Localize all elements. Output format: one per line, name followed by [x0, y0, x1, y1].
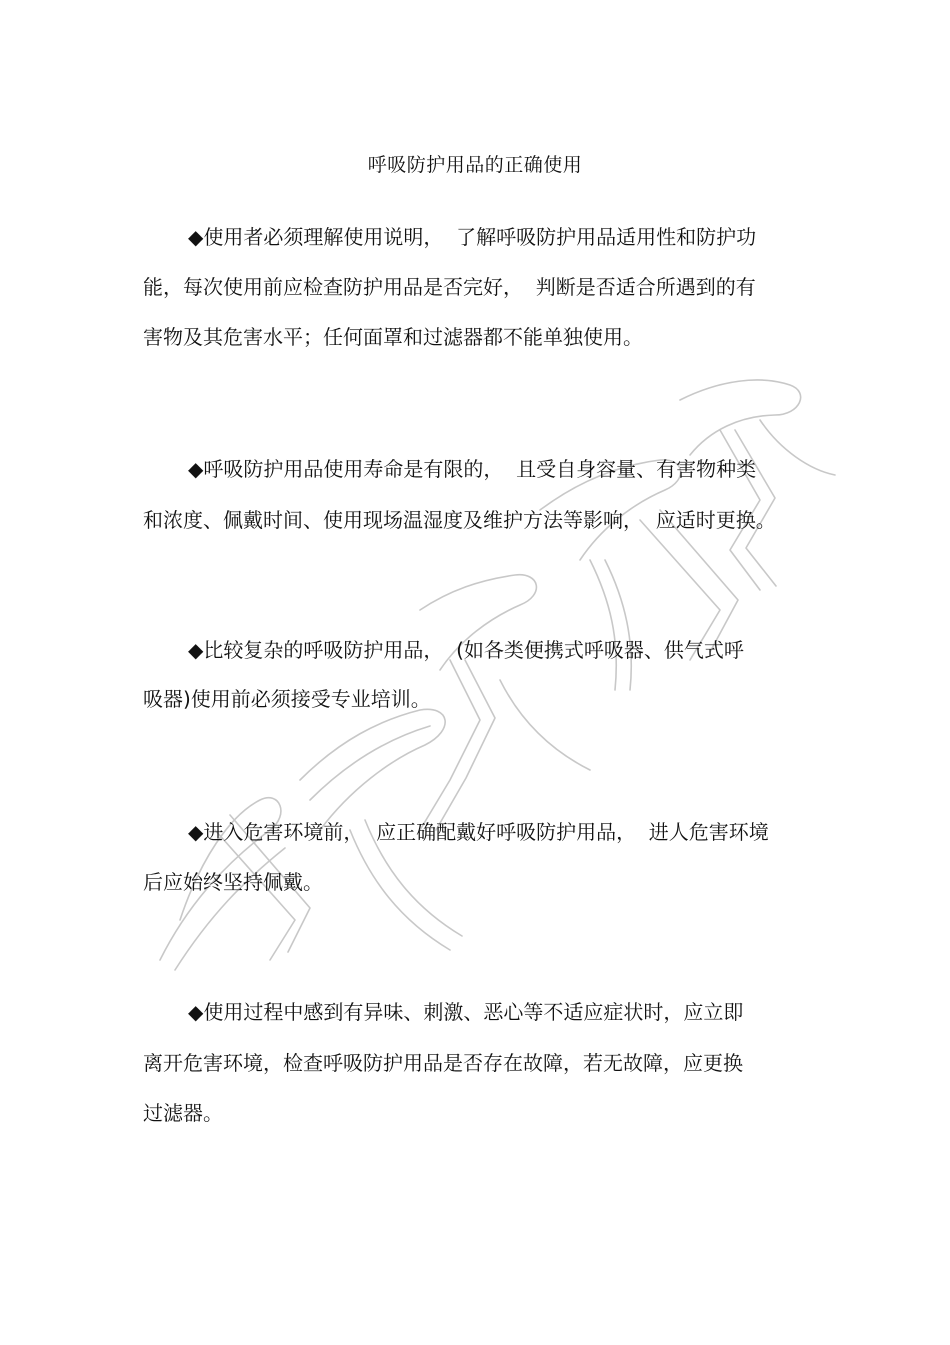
paragraph-line: 害物及其危害水平；任何面罩和过滤器都不能单独使用。: [143, 325, 643, 349]
document-title: 呼吸防护用品的正确使用: [367, 154, 583, 176]
paragraph-line: 能，每次使用前应检查防护用品是否完好， 判断是否适合所遇到的有: [143, 275, 756, 299]
paragraph-line: 和浓度、佩戴时间、使用现场温湿度及维护方法等影响， 应适时更换。: [143, 508, 776, 532]
paragraph-line: ◆呼吸防护用品使用寿命是有限的， 且受自身容量、有害物种类: [188, 457, 757, 481]
paragraph-line: ◆使用者必须理解使用说明， 了解呼吸防护用品适用性和防护功: [188, 225, 757, 249]
paragraph-line: ◆进入危害环境前， 应正确配戴好呼吸防护用品， 进人危害环境: [188, 820, 769, 844]
paragraph-line: 吸器)使用前必须接受专业培训。: [143, 687, 431, 711]
paragraph-line: ◆比较复杂的呼吸防护用品， (如各类便携式呼吸器、供气式呼: [188, 638, 744, 662]
paragraph-line: ◆使用过程中感到有异味、刺激、恶心等不适应症状时，应立即: [188, 1000, 744, 1024]
paragraph-line: 过滤器。: [143, 1101, 223, 1125]
paragraph-line: 后应始终坚持佩戴。: [143, 870, 323, 894]
paragraph-line: 离开危害环境，检查呼吸防护用品是否存在故障，若无故障，应更换: [143, 1051, 743, 1075]
